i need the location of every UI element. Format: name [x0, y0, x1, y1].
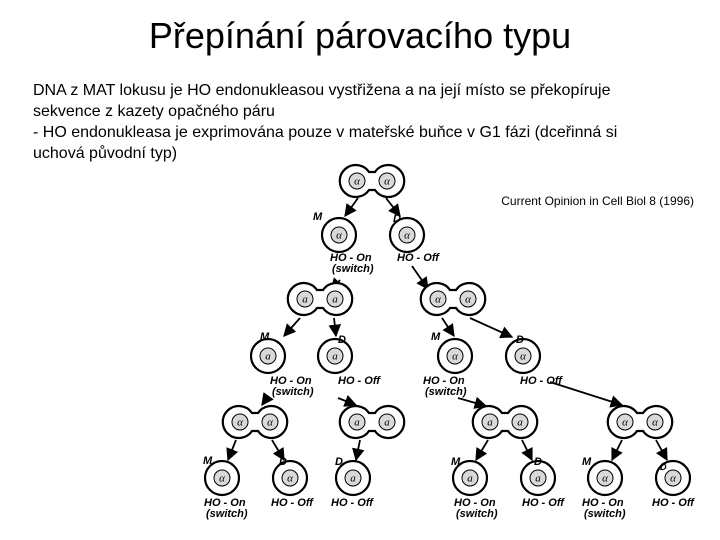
level5-cell-5-daughter-a-role-label: D: [534, 456, 542, 468]
level3-cell-4-daughter-alpha-type-label: α: [520, 350, 526, 363]
body-line-2: sekvence z kazety opačného páru: [33, 103, 275, 120]
level5-cell-2-daughter-alpha-role-label: D: [279, 456, 287, 468]
level4-pair-4-right-type-label: α: [652, 416, 658, 429]
level1-mother-role-label: M: [313, 211, 323, 223]
level5-cell-6-mother-alpha-ho-on-label: HO - On: [582, 497, 624, 509]
level3-cell-2-daughter-a-role-label: D: [338, 334, 346, 346]
arrow-to-level4-pair-2: [338, 398, 356, 405]
arrow-to-level5-cell-6-mother-alpha: [612, 440, 622, 460]
level5-cell-6-mother-alpha: [588, 461, 622, 495]
arrow-to-level3-cell-4-daughter-alpha: [470, 318, 512, 337]
level4-pair-2: [340, 406, 404, 438]
level2-pair-left: [288, 283, 352, 315]
slide-title: Přepínání párovacího typu: [148, 15, 572, 56]
level0-pair-left-type-label: α: [354, 175, 360, 188]
arrow-to-level5-cell-7-daughter-alpha: [656, 440, 667, 460]
level4-pair-2-right-type-label: a: [384, 416, 390, 429]
level4-pair-1: [223, 406, 287, 438]
level5-cell-4-mother-a-type-label: a: [467, 472, 473, 485]
level5-cell-5-daughter-a-ho-off-label: HO - Off: [522, 497, 564, 509]
level4-pair-4-left-type-label: α: [622, 416, 628, 429]
level3-cell-4-daughter-alpha-ho-off-label: HO - Off: [520, 375, 562, 387]
level1-daughter-ho-off-label: HO - Off: [397, 252, 439, 264]
level5-cell-7-daughter-alpha-ho-off-label: HO - Off: [652, 497, 694, 509]
arrow-to-level5-cell-3-daughter-a: [356, 440, 360, 460]
arrow-to-level5-cell-4-mother-a: [476, 440, 488, 460]
level5-cell-6-mother-alpha-switch-label: (switch): [584, 508, 626, 520]
level4-pair-1-right-type-label: α: [267, 416, 273, 429]
level1-daughter-role-label: D: [393, 213, 401, 225]
level3-cell-3-mother-alpha-type-label: α: [452, 350, 458, 363]
level3-cell-3-mother-alpha-role-label: M: [431, 331, 441, 343]
level3-cell-4-daughter-alpha-role-label: D: [516, 334, 524, 346]
level5-cell-5-daughter-a-type-label: a: [535, 472, 541, 485]
level5-cell-2-daughter-alpha-ho-off-label: HO - Off: [271, 497, 313, 509]
level0-pair: [340, 165, 404, 197]
level1-daughter-cell-type-label: α: [404, 229, 410, 242]
level3-cell-1-mother-a: [251, 339, 285, 373]
arrow-l0-to-mother: [345, 198, 358, 216]
level5-cell-6-mother-alpha-role-label: M: [582, 456, 592, 468]
level5-cell-4-mother-a-ho-on-label: HO - On: [454, 497, 496, 509]
level4-pair-2-left-type-label: a: [354, 416, 360, 429]
level3-cell-3-mother-alpha: [438, 339, 472, 373]
level5-cell-1-mother-alpha-type-label: α: [219, 472, 225, 485]
body-line-4: uchová původní typ): [33, 145, 178, 162]
level1-mother-ho-on-label: HO - On: [330, 252, 372, 264]
arrow-to-level3-cell-2-daughter-a: [334, 318, 336, 336]
level5-cell-1-mother-alpha-ho-on-label: HO - On: [204, 497, 246, 509]
arrow-l1-daughter-to-pair: [412, 266, 428, 289]
level5-cell-3-daughter-a-type-label: a: [350, 472, 356, 485]
level3-cell-3-mother-alpha-switch-label: (switch): [425, 386, 467, 398]
level2-pair-right: [421, 283, 485, 315]
level3-cell-2-daughter-a-ho-off-label: HO - Off: [338, 375, 380, 387]
level3-cell-1-mother-a-switch-label: (switch): [272, 386, 314, 398]
level1-mother-cell: [322, 218, 356, 252]
level4-pair-3: [473, 406, 537, 438]
level3-cell-1-mother-a-type-label: a: [265, 350, 271, 363]
arrow-to-level5-cell-5-daughter-a: [522, 440, 532, 460]
level5-cell-4-mother-a-switch-label: (switch): [456, 508, 498, 520]
arrow-to-level5-cell-1-mother-alpha: [228, 440, 236, 460]
level5-cell-6-mother-alpha-type-label: α: [602, 472, 608, 485]
body-line-3: - HO endonukleasa je exprimována pouze v mateřské buňce v G1 fázi (dceřinná si: [33, 124, 618, 141]
level5-cell-1-mother-alpha-role-label: M: [203, 455, 213, 467]
level3-cell-3-mother-alpha-ho-on-label: HO - On: [423, 375, 465, 387]
level5-cell-4-mother-a-role-label: M: [451, 456, 461, 468]
level3-cell-1-mother-a-role-label: M: [260, 331, 270, 343]
level3-cell-2-daughter-a-type-label: a: [332, 350, 338, 363]
level3-cell-2-daughter-a: [318, 339, 352, 373]
level2-pair-left-left-type-label: a: [302, 293, 308, 306]
body-line-1: DNA z MAT lokusu je HO endonukleasou vystřižena a na její místo se překopíruje: [33, 82, 611, 99]
level5-cell-7-daughter-alpha-role-label: D: [660, 462, 667, 472]
arrow-to-level3-cell-1-mother-a: [284, 318, 300, 336]
level4-pair-4: [608, 406, 672, 438]
level5-cell-7-daughter-alpha-type-label: α: [670, 472, 676, 485]
arrow-to-level4-pair-3: [458, 398, 486, 406]
level5-cell-3-daughter-a-role-label: D: [335, 456, 343, 468]
level2-pair-right-left-type-label: α: [435, 293, 441, 306]
level5-cell-3-daughter-a-ho-off-label: HO - Off: [331, 497, 373, 509]
level0-pair-right-type-label: α: [384, 175, 390, 188]
level1-mother-switch-label: (switch): [332, 263, 374, 275]
level5-cell-1-mother-alpha-switch-label: (switch): [206, 508, 248, 520]
level1-mother-cell-type-label: α: [336, 229, 342, 242]
arrow-to-level4-pair-1: [262, 398, 267, 405]
level2-pair-right-right-type-label: α: [465, 293, 471, 306]
level4-pair-1-left-type-label: α: [237, 416, 243, 429]
citation: Current Opinion in Cell Biol 8 (1996): [501, 194, 694, 208]
level2-pair-left-right-type-label: a: [332, 293, 338, 306]
level3-cell-1-mother-a-ho-on-label: HO - On: [270, 375, 312, 387]
level4-pair-3-right-type-label: a: [517, 416, 523, 429]
level4-pair-3-left-type-label: a: [487, 416, 493, 429]
level5-cell-2-daughter-alpha-type-label: α: [287, 472, 293, 485]
arrow-to-level3-cell-3-mother-alpha: [442, 318, 454, 336]
